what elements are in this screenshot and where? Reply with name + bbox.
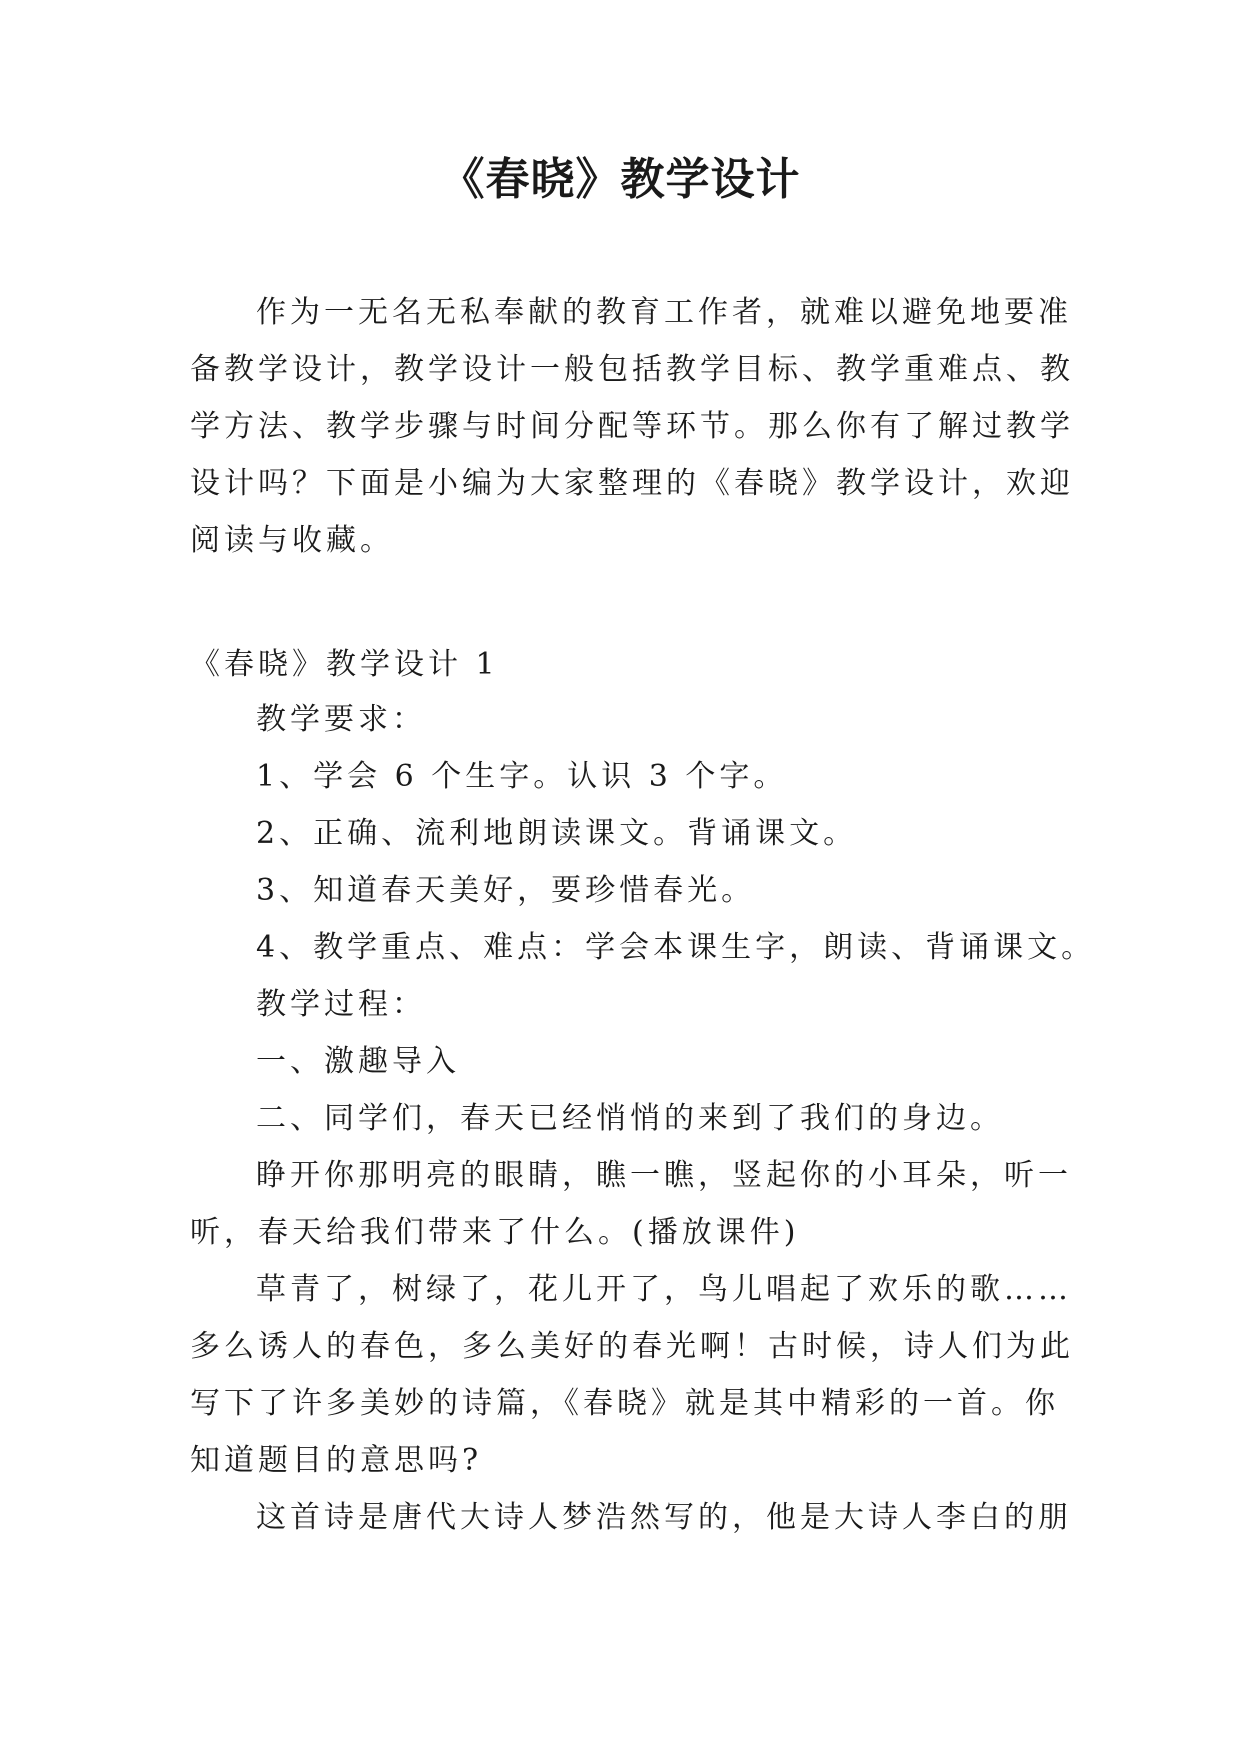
- body-line-6: 教学过程：: [256, 987, 426, 1022]
- body-line-12: 多么诱人的春色，多么美好的春光啊！古时候，诗人们为此: [190, 1329, 1074, 1364]
- body-line-5: 4、教学重点、难点：学会本课生字，朗读、背诵课文。: [256, 930, 1096, 965]
- body-line-1: 教学要求：: [256, 702, 426, 737]
- intro-line-4: 设计吗？下面是小编为大家整理的《春晓》教学设计，欢迎: [190, 466, 1074, 501]
- body-line-11: 草青了，树绿了，花儿开了，鸟儿唱起了欢乐的歌……: [256, 1272, 1072, 1307]
- body-line-7: 一、激趣导入: [256, 1044, 460, 1079]
- body-line-8: 二、同学们，春天已经悄悄的来到了我们的身边。: [256, 1101, 1004, 1136]
- body-line-3: 2、正确、流利地朗读课文。背诵课文。: [256, 816, 858, 851]
- body-line-14: 知道题目的意思吗?: [190, 1443, 483, 1478]
- document-title: 《春晓》教学设计: [440, 154, 801, 205]
- body-line-4: 3、知道春天美好，要珍惜春光。: [256, 873, 756, 908]
- intro-line-1: 作为一无名无私奉献的教育工作者，就难以避免地要准: [256, 295, 1072, 330]
- intro-line-5: 阅读与收藏。: [190, 523, 394, 558]
- intro-line-2: 备教学设计，教学设计一般包括教学目标、教学重难点、教: [190, 352, 1074, 387]
- body-line-13: 写下了许多美妙的诗篇，《春晓》就是其中精彩的一首。你: [190, 1386, 1059, 1421]
- body-line-2: 1、学会 6 个生字。认识 3 个字。: [256, 759, 788, 794]
- intro-line-3: 学方法、教学步骤与时间分配等环节。那么你有了解过教学: [190, 409, 1074, 444]
- body-line-9: 睁开你那明亮的眼睛，瞧一瞧，竖起你的小耳朵，听一: [256, 1158, 1072, 1193]
- section-heading: 《春晓》教学设计 1: [190, 647, 499, 682]
- body-line-15: 这首诗是唐代大诗人梦浩然写的，他是大诗人李白的朋: [256, 1500, 1072, 1535]
- body-line-10: 听，春天给我们带来了什么。(播放课件): [190, 1215, 800, 1250]
